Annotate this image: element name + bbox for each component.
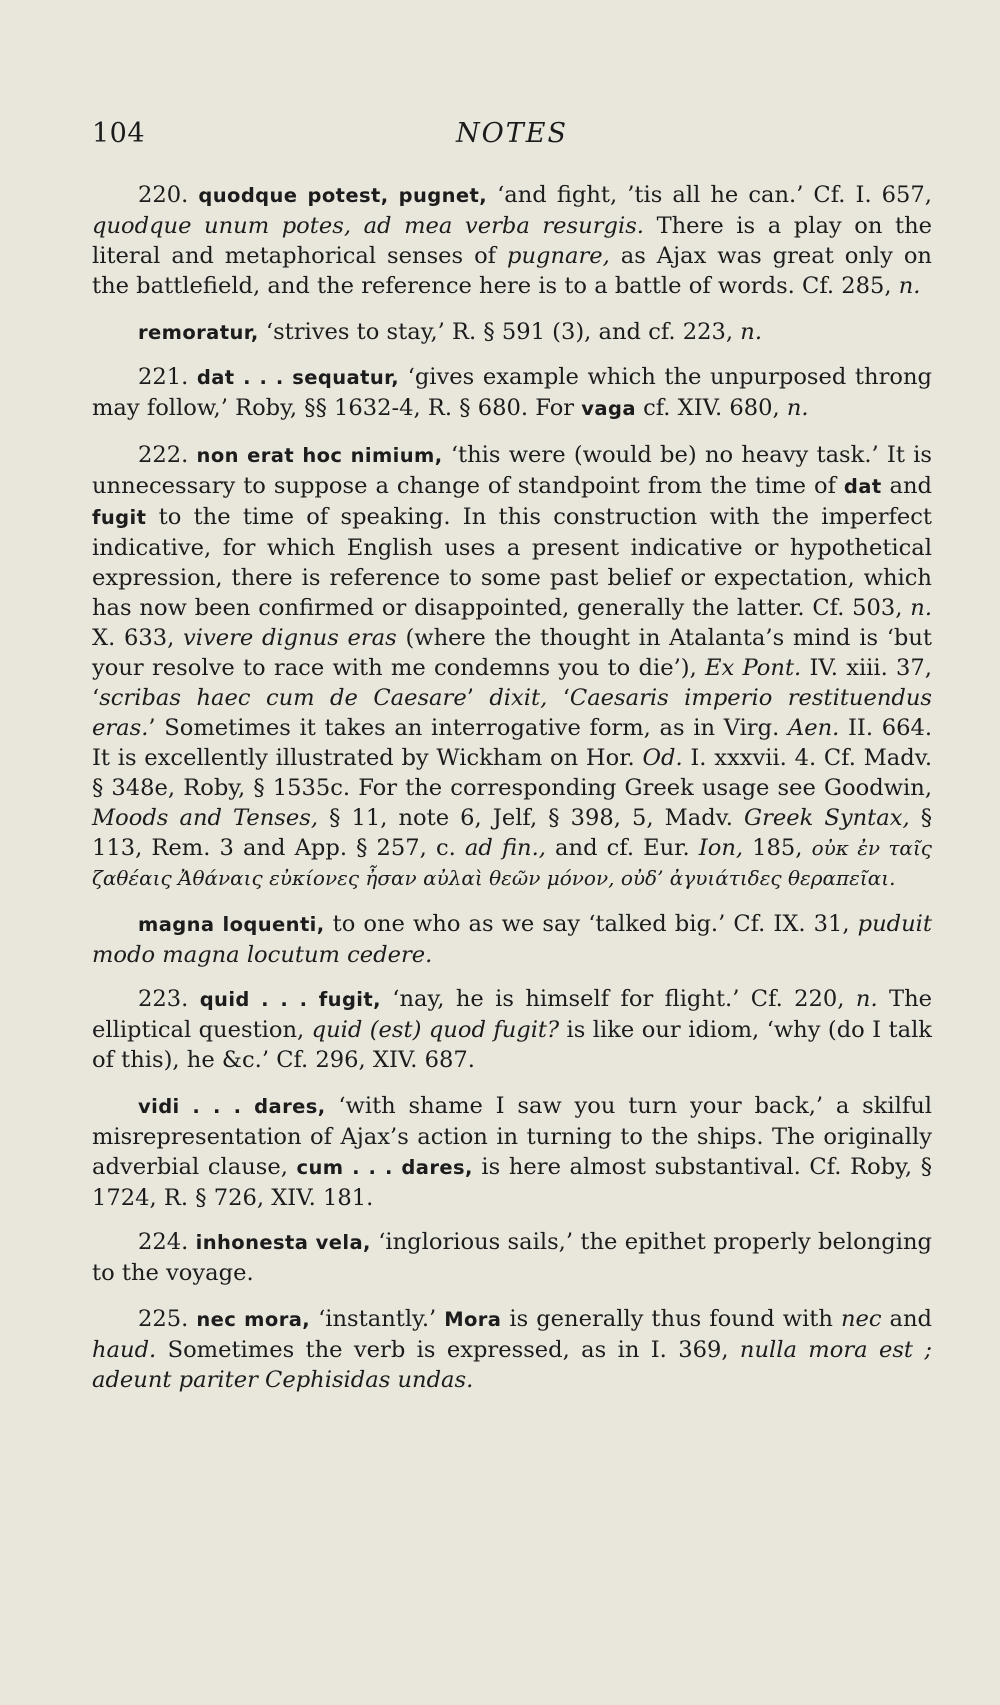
italic-text: n. — [855, 986, 878, 1012]
note-text: and — [881, 1306, 932, 1332]
running-head — [92, 118, 932, 160]
book-page — [92, 118, 932, 1411]
italic-text: Aen. — [787, 715, 840, 741]
italic-text: n. — [786, 395, 809, 421]
note-224 — [92, 1227, 932, 1288]
note-text: cf. XIV. 680, — [635, 395, 787, 421]
italic-text: n. — [740, 319, 762, 345]
italic-text: Greek Syntax, — [744, 805, 910, 831]
lemma: dat — [843, 475, 882, 498]
note-text: The elliptical question, — [92, 986, 933, 1043]
italic-text: quodque unum potes, ad mea verba resurgis. — [92, 213, 644, 239]
note-text: There is a play on the literal and metaphorical senses of — [92, 213, 932, 269]
lemma: nec mora, — [196, 1308, 311, 1331]
italic-text: pugnare, — [506, 243, 610, 269]
note-text: to the time of speaking. In this construction with the imperfect indicative, for which English uses a present indicative or hypothetical expression, there is reference to some past belief or expectation, which has now been confirmed or disappointed, generally the latter. Cf. 503, — [92, 504, 932, 621]
italic-text: scribas haec cum de Caesare — [99, 685, 467, 711]
lemma: vidi . . . dares, — [138, 1095, 326, 1118]
note-text: as Ajax was great only on the battlefield, and the reference here is to a battle of words. Cf. 285, — [92, 243, 932, 299]
note-221 — [92, 362, 932, 424]
italic-text: Ion, — [698, 835, 744, 861]
note-text: ‘with shame I saw you turn your back,’ a skilful misrepresentation of Ajax’s action in turning to the ships. The originally adverbial clause, — [92, 1093, 933, 1180]
notes-body — [92, 180, 932, 1395]
italic-text: vivere dignus eras — [182, 625, 397, 651]
lemma: cum . . . dares, — [296, 1156, 473, 1179]
italic-text: Od. — [642, 745, 683, 771]
note-text: ‘this were (would be) no heavy task.’ It is unnecessary to suppose a change of standpoint from the time of — [92, 442, 932, 499]
note-text: § 11, note 6, Jelf, § 398, 5, Madv. — [318, 805, 745, 831]
note-text: ‘strives to stay,’ R. § 591 (3), and cf. 223, — [258, 319, 741, 345]
note-225 — [92, 1304, 932, 1395]
note-text: 224. — [138, 1229, 196, 1255]
lemma: vaga — [581, 397, 636, 420]
note-text: IV. xiii. 37, ‘ — [92, 655, 932, 711]
italic-text: n. — [898, 273, 921, 299]
note-text: X. 633, — [92, 625, 183, 651]
page-title: NOTES — [456, 118, 568, 149]
page-number: 104 — [92, 118, 146, 149]
lemma: magna loquenti, — [138, 913, 325, 936]
note-text: ‘and fight, ’tis all he can.’ Cf. I. 657, — [487, 182, 932, 208]
italic-text: quid (est) quod fugit? — [311, 1017, 560, 1043]
italic-text: ad fin., — [464, 835, 546, 861]
italic-text: Caesaris imperio restituendus eras. — [92, 685, 932, 741]
note-text: ’ Sometimes it takes an interrogative form, as in Virg. — [148, 715, 788, 741]
note-text: ‘inglorious sails,’ the epithet properly belonging to the voyage. — [92, 1229, 932, 1286]
note-223 — [92, 984, 932, 1075]
note-text: 185, — [743, 835, 812, 861]
italic-text: nec — [840, 1306, 882, 1332]
italic-text: dixit, — [489, 685, 548, 711]
note-text: (where the thought in Atalanta’s mind is ‘but your resolve to race with me condemns you to die’), — [92, 625, 933, 681]
note-text: ‘instantly.’ — [310, 1306, 445, 1332]
note-text: ‘nay, he is himself for flight.’ Cf. 220, — [380, 986, 856, 1012]
note-220 — [92, 180, 932, 301]
lemma: dat . . . sequatur, — [196, 366, 400, 389]
lemma: inhonesta vela, — [195, 1231, 371, 1254]
note-text: § 113, Rem. 3 and App. § 257, c. — [92, 805, 933, 861]
lemma: non erat hoc nimium, — [196, 444, 443, 467]
note-text: 222. — [138, 442, 197, 468]
note-text: 220. — [138, 182, 199, 208]
note-text: 225. — [138, 1306, 197, 1332]
note-text: is generally thus found with — [501, 1306, 841, 1332]
note-text: 221. — [138, 364, 197, 390]
italic-text: haud. — [92, 1337, 157, 1363]
italic-text: n. — [910, 595, 932, 621]
note-text: II. 664. It is excellently illustrated by Wickham on Hor. — [92, 715, 933, 771]
note-text: is here almost substantival. Cf. Roby, § 1724, R. § 726, XIV. 181. — [92, 1154, 933, 1211]
note-text: is like our idiom, ‘why (do I talk of this), he &c.’ Cf. 296, XIV. 687. — [92, 1017, 932, 1073]
note-text: ‘gives example which the unpurposed throng may follow,’ Roby, §§ 1632-4, R. § 680. For — [92, 364, 932, 421]
note-text: and — [881, 473, 932, 499]
note-text: ’ — [466, 685, 490, 711]
greek-quotation: οὐκ ἐν ταῖς ζαθέαις Ἀθάναις εὐκίονες ἦσαν αὐλαὶ θεῶν μόνον, οὐδ’ ἀγυιάτιδες θεραπεῖαι. — [92, 836, 932, 890]
note-text: and cf. Eur. — [545, 835, 699, 861]
italic-text: Moods and Tenses, — [92, 805, 319, 831]
note-text: 223. — [138, 986, 200, 1012]
note-223-vidi — [92, 1091, 932, 1213]
lemma: quid . . . fugit, — [199, 988, 381, 1011]
note-222 — [92, 440, 932, 893]
lemma: Mora — [444, 1308, 502, 1331]
italic-text: puduit modo magna locutum cedere. — [92, 911, 932, 968]
italic-text: Ex Pont. — [705, 655, 802, 681]
note-222-magna — [92, 909, 932, 970]
note-220-remoratur — [92, 317, 932, 348]
note-text: I. xxxvii. 4. Cf. Madv. § 348e, Roby, § 1535c. For the corresponding Greek usage see Goodwin, — [92, 745, 932, 801]
note-text: to one who as we say ‘talked big.’ Cf. IX. 31, — [324, 911, 858, 937]
note-text: Sometimes the verb is expressed, as in I. 369, — [156, 1337, 740, 1363]
lemma: fugit — [92, 506, 147, 529]
note-text: ‘ — [547, 685, 570, 711]
lemma: remoratur, — [138, 321, 259, 344]
italic-text: nulla mora est ; adeunt pariter Cephisidas undas. — [92, 1337, 932, 1393]
lemma: quodque potest, pugnet, — [198, 184, 488, 207]
